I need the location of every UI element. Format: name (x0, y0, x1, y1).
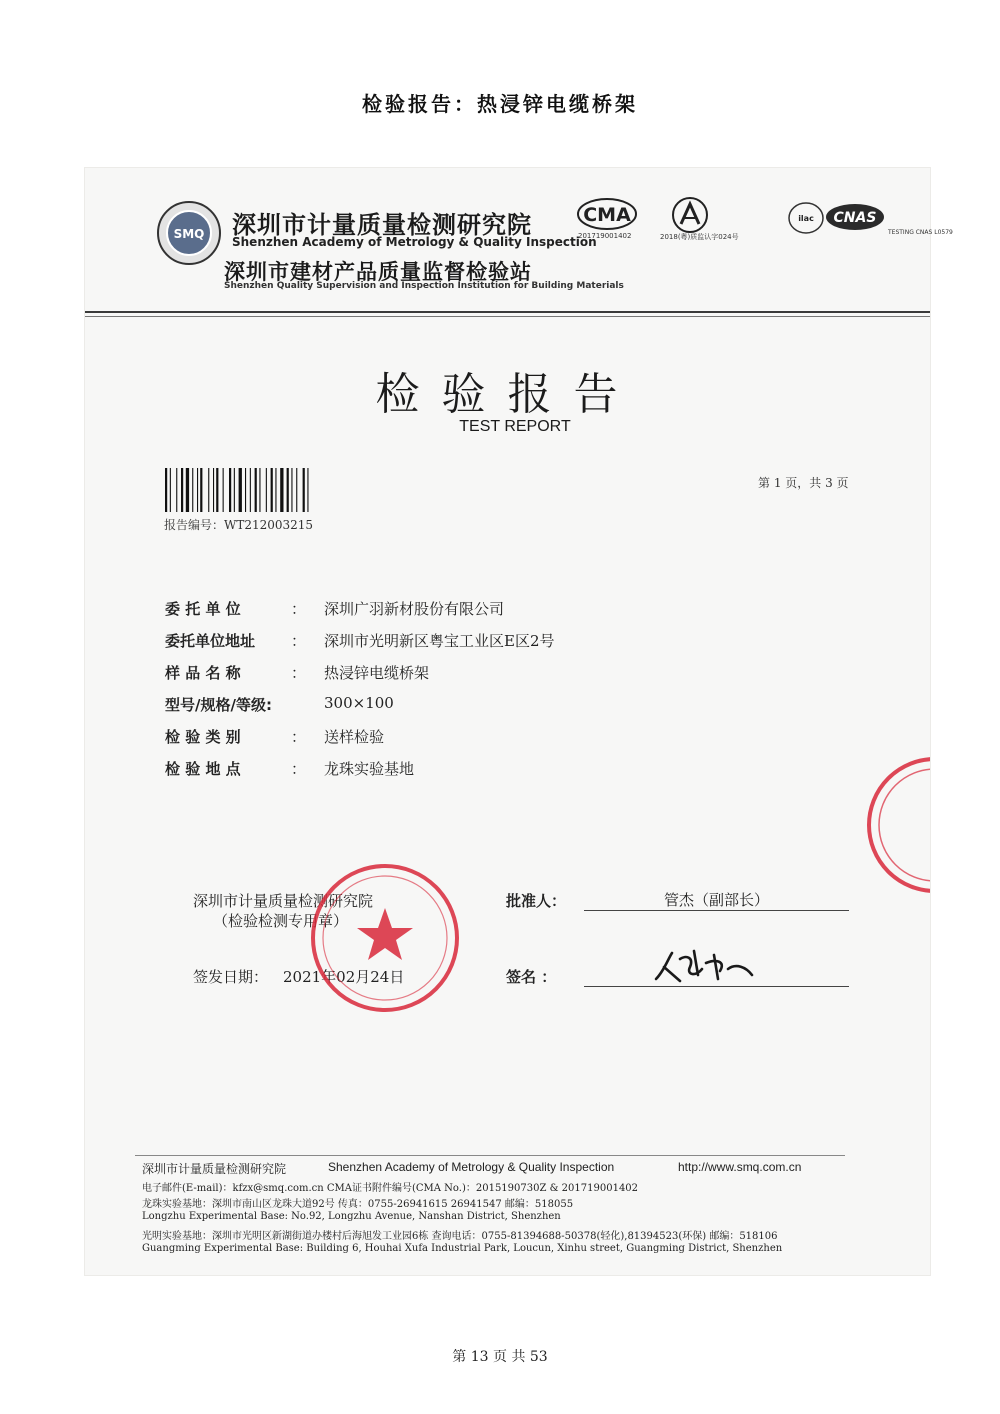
official-seal-stamp-icon (309, 862, 461, 1014)
field-colon: ： (291, 664, 307, 682)
report-title-en: TEST REPORT (459, 418, 571, 435)
footer-line-5: Guangming Experimental Base: Building 6, Houhai Xufa Industrial Park, Loucun, Xinhu street, Guangming District, Shenzhen (142, 1243, 783, 1254)
field-label-model: 型号/规格/等级: (165, 696, 272, 714)
field-label-inspection-type: 检 验 类 别 (165, 728, 241, 746)
signature-label: 签名 ： (506, 968, 557, 986)
cma-mark-icon (576, 197, 638, 231)
field-label-inspection-site: 检 验 地 点 (165, 760, 241, 778)
signature-underline (584, 986, 849, 987)
svg-text:CNAS: CNAS (833, 210, 877, 226)
svg-text:CMA: CMA (583, 204, 631, 226)
field-value-client-address: 深圳市光明新区粤宝工业区E区2号 (324, 632, 555, 650)
cnas-number: TESTING CNAS L0579 (888, 229, 953, 236)
header-divider-thin (85, 316, 930, 317)
field-value-sample-name: 热浸锌电缆桥架 (324, 664, 430, 682)
document-page-number: 第 13 页 共 53 (452, 1349, 548, 1365)
report-title-cn: 检验报告 (375, 369, 640, 420)
approver-value: 管杰（副部长） (663, 891, 769, 909)
footer-divider (135, 1155, 845, 1156)
logo-text: SMQ (173, 227, 205, 241)
footer-org-en: Shenzhen Academy of Metrology & Quality Inspection (328, 1160, 615, 1174)
smq-logo-icon (156, 200, 222, 266)
station-name-en: Shenzhen Quality Supervision and Inspection Institution for Building Materials (224, 281, 624, 291)
page-title: 检验报告：热浸锌电缆桥架 (362, 92, 638, 116)
footer-url-link[interactable]: http://www.smq.com.cn (678, 1160, 802, 1174)
field-colon: ： (291, 728, 307, 746)
cal-number: 2018(粤)质监认字024号 (660, 233, 739, 241)
issuer-sub: （检验检测专用章） (213, 912, 349, 930)
field-colon: ： (291, 600, 307, 618)
station-name-cn: 深圳市建材产品质量监督检验站 (224, 260, 532, 284)
footer-line-3: Longzhu Experimental Base: No.92, Longzhu Avenue, Nanshan District, Shenzhen (142, 1211, 561, 1222)
approver-label: 批准人： (506, 892, 567, 910)
issuer-name: 深圳市计量质量检测研究院 (193, 892, 374, 910)
institute-name-cn: 深圳市计量质量检测研究院 (232, 211, 532, 239)
signature-handwriting-icon (650, 945, 760, 987)
report-number: 报告编号：WT212003215 (164, 518, 314, 532)
field-value-client: 深圳广羽新材股份有限公司 (324, 600, 505, 618)
institute-name-en: Shenzhen Academy of Metrology & Quality Inspection (232, 235, 597, 249)
footer-line-1: 电子邮件(E-mail)：kfzx@smq.com.cn CMA证书附件编号(CMA No.)：2015190730Z & 201719001402 (142, 1183, 639, 1194)
field-value-inspection-type: 送样检验 (324, 728, 385, 746)
scanned-report-page (85, 168, 930, 1275)
barcode-icon (165, 468, 350, 512)
field-label-sample-name: 样 品 名 称 (165, 664, 241, 682)
page-count: 第 1 页，共 3 页 (758, 476, 849, 490)
field-label-client: 委 托 单 位 (165, 600, 241, 618)
field-label-client-address: 委托单位地址 (165, 632, 256, 650)
issue-date-label: 签发日期： (193, 968, 269, 986)
field-colon: ： (291, 760, 307, 778)
partial-seal-stamp-icon (860, 750, 930, 900)
footer-line-2: 龙珠实验基地：深圳市南山区龙珠大道92号 传真：0755-26941615 26941547 邮编：518055 (142, 1199, 574, 1210)
footer-org-cn: 深圳市计量质量检测研究院 (142, 1162, 287, 1176)
field-value-inspection-site: 龙珠实验基地 (324, 760, 415, 778)
cal-mark-icon (670, 196, 710, 234)
field-value-model: 300×100 (324, 694, 394, 712)
issue-date-value: 2021年02月24日 (283, 968, 405, 986)
approver-underline (584, 910, 849, 911)
header-divider (85, 311, 930, 313)
svg-text:ilac: ilac (798, 214, 814, 223)
field-colon: ： (291, 632, 307, 650)
cma-number: 201719001402 (578, 232, 632, 240)
footer-line-4: 光明实验基地：深圳市光明区新湖街道办楼村后海旭发工业园6栋 查询电话：0755-81394688-50378(轻化),81394523(环保) 邮编：518106 (142, 1231, 778, 1242)
